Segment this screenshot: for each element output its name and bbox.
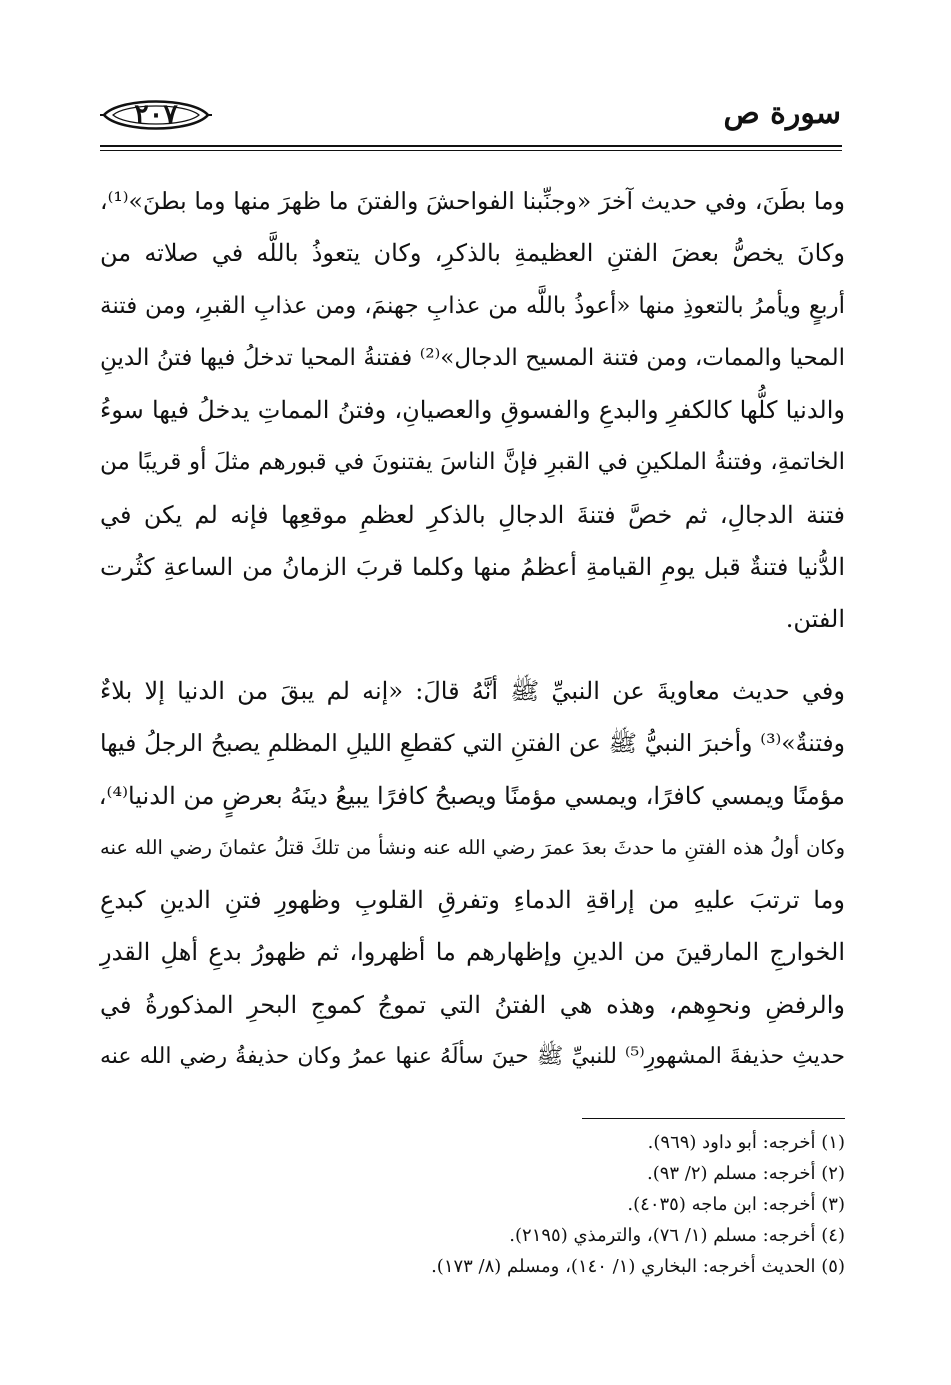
text-line: وفتنةٌ»⁽³⁾ وأخبرَ النبيُّ ﷺ عن الفتنِ التي كقطعِ الليلِ المظلمِ يصبحُ الرجلُ فيها: [100, 729, 845, 758]
surah-title: سورة ص: [723, 96, 841, 131]
text-line: والرفضِ ونحوِهم، وهذه هي الفتنُ التي تموجُ كموجِ البحرِ المذكورةُ في: [100, 990, 845, 1019]
text-line: الدُّنيا فتنةٌ قبل يومِ القيامةِ أعظمُ منها وكلما قربَ الزمانُ من الساعةِ كثُرت: [100, 553, 845, 582]
page-number-badge: [100, 93, 212, 137]
text-line: والدنيا كلُّها كالكفرِ والبدعِ والفسوقِ والعصيانِ، وفتنُ المماتِ يدخلُ فيها سوءُ: [100, 396, 845, 425]
text-line: فتنة الدجالِ، ثم خصَّ فتنةَ الدجالِ بالذكرِ لعظمِ موقعِها فإنه لم يكن في: [100, 500, 845, 529]
text-line: وما بطَنَ، وفي حديث آخرَ «وجنِّبنا الفواحشَ والفتنَ ما ظهرَ منها وما بطنَ»⁽¹⁾،: [100, 187, 845, 215]
text-line: وفي حديث معاويةَ عن النبيِّ ﷺ أنَّهُ قالَ: «إنه لم يبقَ من الدنيا إلا بلاءٌ: [100, 677, 845, 705]
text-line: حديثِ حذيفةَ المشهورِ⁽⁵⁾ للنبيِّ ﷺ حينَ سألَهُ عنها عمرُ وكان حذيفةُ رضي الله عنه: [100, 1044, 846, 1070]
header-rule: [100, 145, 842, 147]
text-line: الخوارجِ المارقينَ من الدينِ وإظهارهم ما أظهروا، ثم ظهورُ بدعِ أهلِ القدرِ: [100, 938, 845, 967]
footnote-2: (٢) أخرجه: مسلم (٢/ ٩٣).: [646, 1163, 845, 1184]
paragraph-1: [100, 175, 845, 646]
text-line: وما ترتبَ عليهِ من إراقةِ الدماءِ وتفرقِ القلوبِ وظهورِ فتنِ الدينِ كبدعِ: [100, 886, 845, 915]
text-line: وكانَ يخصُّ بعضَ الفتنِ العظيمةِ بالذكرِ، وكان يتعوذُ باللَّه في صلاته من: [100, 239, 845, 268]
page-number: ٢٠٧: [134, 99, 178, 130]
text-line: المحيا والممات، ومن فتنة المسيح الدجال»⁽²⁾ ففتنةُ المحيا تدخلُ فيها فتنُ الدينِ: [100, 344, 846, 371]
footnotes: [245, 1127, 845, 1282]
text-line: الخاتمةِ، وفتنةُ الملكينِ في القبرِ فإنَّ الناسَ يفتنونَ في قبورهم مثلَ أو قريبًا من: [100, 449, 845, 476]
footnote-5: (٥) الحديث أخرجه: البخاري (١/ ١٤٠)، ومسلم (٨/ ١٧٣).: [431, 1256, 845, 1277]
text-line: مؤمنًا ويمسي كافرًا، ويمسي مؤمنًا ويصبحُ كافرًا يبيعُ دينَهُ بعرضٍ من الدنيا⁽⁴⁾،: [98, 781, 845, 810]
footnote-4: (٤) أخرجه: مسلم (١/ ٧٦)، والترمذي (٢١٩٥).: [509, 1225, 845, 1246]
paragraph-2: [100, 665, 845, 1083]
footnote-separator: [582, 1118, 845, 1119]
footnote-1: (١) أخرجه: أبو داود (٩٦٩).: [647, 1132, 845, 1153]
text-line: أربعٍ ويأمرُ بالتعوذِ منها «أعوذُ باللَّه من عذابِ جهنمَ، ومن عذابِ القبرِ، ومن فتنة: [100, 292, 845, 319]
header-rule-thin: [100, 150, 842, 151]
text-line: وكان أولُ هذه الفتنِ ما حدثَ بعدَ عمرَ رضي الله عنه ونشأ من تلكَ قتلُ عثمانَ رضي الله عنه: [100, 835, 845, 859]
footnote-3: (٣) أخرجه: ابن ماجه (٤٠٣٥).: [627, 1194, 845, 1215]
text-line: الفتن.: [785, 605, 845, 634]
